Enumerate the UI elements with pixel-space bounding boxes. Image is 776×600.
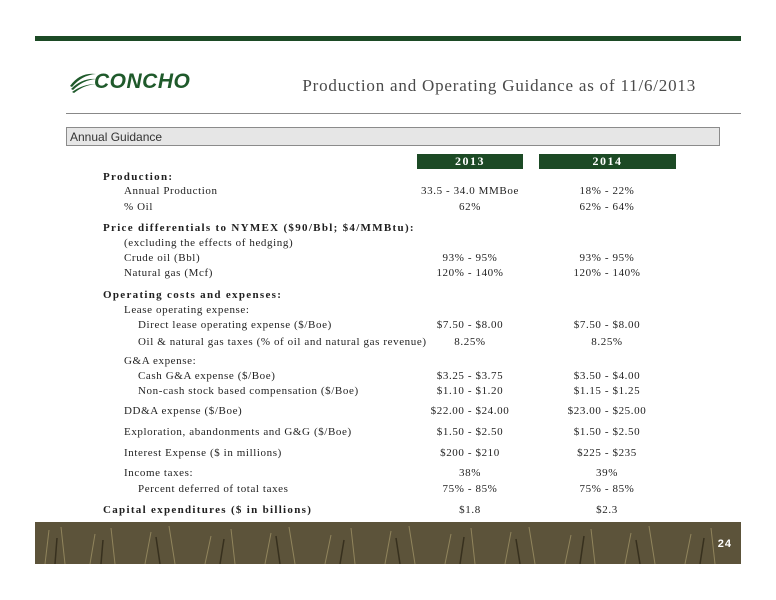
title-divider (66, 113, 741, 114)
value-2013: $1.8 (459, 504, 481, 516)
value-2014: $3.50 - $4.00 (573, 370, 641, 382)
row-label: Exploration, abandonments and G&G ($/Boe) (124, 426, 352, 438)
page-title: Production and Operating Guidance as of 11/6/2013 (302, 76, 696, 95)
value-2014: 8.25% (591, 336, 623, 348)
logo-wordmark: CONCHO (94, 70, 191, 93)
value-2013: 33.5 - 34.0 MMBoe (421, 185, 519, 197)
row-label: Capital expenditures ($ in billions) (103, 504, 313, 516)
value-2013: $7.50 - $8.00 (436, 319, 504, 331)
table-row (0, 370, 776, 386)
value-2013: $1.10 - $1.20 (436, 385, 504, 397)
value-2013: 75% - 85% (442, 483, 498, 495)
table-row (0, 319, 776, 335)
top-accent-bar (35, 36, 741, 41)
value-2014: 39% (596, 467, 618, 479)
table-row (0, 304, 776, 320)
table-row (0, 237, 776, 253)
row-label: Price differentials to NYMEX ($90/Bbl; $4/MMBtu): (103, 222, 415, 234)
row-label: Natural gas (Mcf) (124, 267, 213, 279)
grass-field-icon (35, 522, 741, 564)
value-2013: 62% (459, 201, 481, 213)
value-2013: 120% - 140% (436, 267, 504, 279)
value-2014: 93% - 95% (579, 252, 635, 264)
row-label: Percent deferred of total taxes (138, 483, 289, 495)
row-label: Interest Expense ($ in millions) (124, 447, 282, 459)
value-2013: $22.00 - $24.00 (430, 405, 510, 417)
table-row (0, 252, 776, 268)
value-2014: $2.3 (596, 504, 618, 516)
value-2013: $3.25 - $3.75 (436, 370, 504, 382)
row-label: Cash G&A expense ($/Boe) (138, 370, 276, 382)
company-logo (68, 66, 191, 96)
table-row (0, 483, 776, 499)
row-label: Non-cash stock based compensation ($/Boe) (138, 385, 359, 397)
row-label: Annual Production (124, 185, 218, 197)
table-row (0, 405, 776, 421)
page-number: 24 (717, 538, 732, 550)
table-row (0, 267, 776, 283)
row-label: DD&A expense ($/Boe) (124, 405, 243, 417)
table-row (0, 222, 776, 238)
table-row (0, 426, 776, 442)
row-label: Production: (103, 171, 174, 183)
row-label: Direct lease operating expense ($/Boe) (138, 319, 332, 331)
value-2013: 93% - 95% (442, 252, 498, 264)
section-header-annual-guidance: Annual Guidance (66, 127, 720, 146)
value-2014: $23.00 - $25.00 (567, 405, 647, 417)
value-2013: 8.25% (454, 336, 486, 348)
row-label: Operating costs and expenses: (103, 289, 283, 301)
table-row (0, 355, 776, 371)
value-2014: 75% - 85% (579, 483, 635, 495)
column-header-2014: 2014 (539, 154, 676, 169)
value-2013: 38% (459, 467, 481, 479)
value-2014: 62% - 64% (579, 201, 635, 213)
value-2013: $1.50 - $2.50 (436, 426, 504, 438)
value-2014: $1.50 - $2.50 (573, 426, 641, 438)
table-row (0, 201, 776, 217)
row-label: G&A expense: (124, 355, 197, 367)
table-row (0, 385, 776, 401)
row-label: Income taxes: (124, 467, 194, 479)
footer-landscape-image (35, 522, 741, 564)
value-2014: 120% - 140% (573, 267, 641, 279)
value-2013: $200 - $210 (440, 447, 500, 459)
value-2014: 18% - 22% (579, 185, 635, 197)
row-label: % Oil (124, 201, 153, 213)
table-row (0, 185, 776, 201)
value-2014: $225 - $235 (577, 447, 637, 459)
row-label: Oil & natural gas taxes (% of oil and natural gas revenue) (138, 336, 427, 348)
value-2014: $7.50 - $8.00 (573, 319, 641, 331)
column-header-2013: 2013 (417, 154, 523, 169)
row-label: Crude oil (Bbl) (124, 252, 201, 264)
row-label: Lease operating expense: (124, 304, 250, 316)
table-row (0, 447, 776, 463)
table-row (0, 289, 776, 305)
table-row (0, 504, 776, 520)
table-row (0, 336, 776, 352)
row-label: (excluding the effects of hedging) (124, 237, 294, 249)
value-2014: $1.15 - $1.25 (573, 385, 641, 397)
table-row (0, 467, 776, 483)
